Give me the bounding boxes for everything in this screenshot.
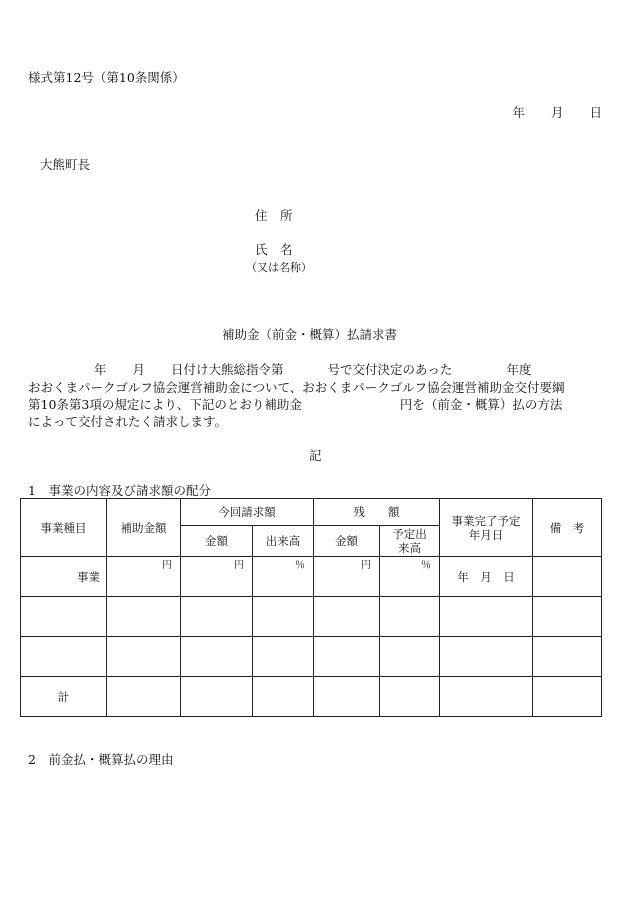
name-label: 氏 名 <box>255 242 293 257</box>
row1-remarks <box>533 557 602 597</box>
body-month: 月 <box>132 362 146 377</box>
table-row <box>21 637 602 677</box>
row1-label: 事業 <box>77 569 100 584</box>
addressee: 大熊町長 <box>40 157 91 172</box>
body-year: 年 <box>94 362 107 377</box>
body-line-3b: 円を（前金・概算）払の方法 <box>399 397 563 412</box>
date-day: 日 <box>589 105 602 120</box>
row1-balance-amount <box>314 557 380 597</box>
unit-yen: 円 <box>361 560 371 571</box>
header-progress: 出来高 <box>253 526 314 557</box>
table-row <box>21 597 602 637</box>
address-label: 住 所 <box>255 208 293 223</box>
header-balance: 残 額 <box>314 499 440 526</box>
allocation-table <box>20 498 602 717</box>
row1-type <box>21 557 107 597</box>
header-balance-amount: 金額 <box>314 526 380 557</box>
date-month: 月 <box>550 105 564 120</box>
total-row <box>21 677 602 717</box>
row1-planned-progress <box>380 557 440 597</box>
ki-heading: 記 <box>309 448 322 463</box>
body-line-3 <box>28 397 562 413</box>
name-note: （又は名称） <box>246 261 312 274</box>
row1-subsidy <box>107 557 181 597</box>
row1-amount <box>181 557 253 597</box>
header-remarks: 備 考 <box>533 499 602 557</box>
header-planned-progress: 予定出来高 <box>380 526 440 557</box>
body-fiscal-year: 年度 <box>506 362 532 377</box>
form-number: 様式第12号（第10条関係） <box>28 70 185 85</box>
date-year: 年 <box>512 105 525 120</box>
header-type: 事業種目 <box>21 499 107 557</box>
body-line-2: おおくまパークゴルフ協会運営補助金について、おおくまパークゴルフ協会運営補助金交付要綱 <box>28 380 565 395</box>
row1-completion-date: 年 月 日 <box>440 557 533 597</box>
body-middle: 日付け大熊総指令第 <box>171 362 284 377</box>
unit-yen: 円 <box>234 560 244 571</box>
header-this-request: 今回請求額 <box>181 499 314 526</box>
row1-progress <box>253 557 314 597</box>
unit-yen: 円 <box>162 560 172 571</box>
unit-percent: ％ <box>295 560 305 571</box>
header-subsidy: 補助金額 <box>107 499 181 557</box>
header-completion: 事業完了予定年月日 <box>440 499 533 557</box>
body-line-3a: 第10条第3項の規定により、下記のとおり補助金 <box>28 397 302 412</box>
section-1-title: 1 事業の内容及び請求額の配分 <box>28 483 211 498</box>
date-line <box>512 105 602 121</box>
unit-percent: ％ <box>421 560 431 571</box>
header-amount: 金額 <box>181 526 253 557</box>
section-2-title: 2 前金払・概算払の理由 <box>28 752 174 767</box>
body-line-1 <box>28 362 531 378</box>
body-line-4: によって交付されたく請求します。 <box>28 414 228 429</box>
document-title: 補助金（前金・概算）払請求書 <box>222 327 398 342</box>
total-label: 計 <box>21 677 107 717</box>
body-number: 号で交付決定のあった <box>327 362 453 377</box>
